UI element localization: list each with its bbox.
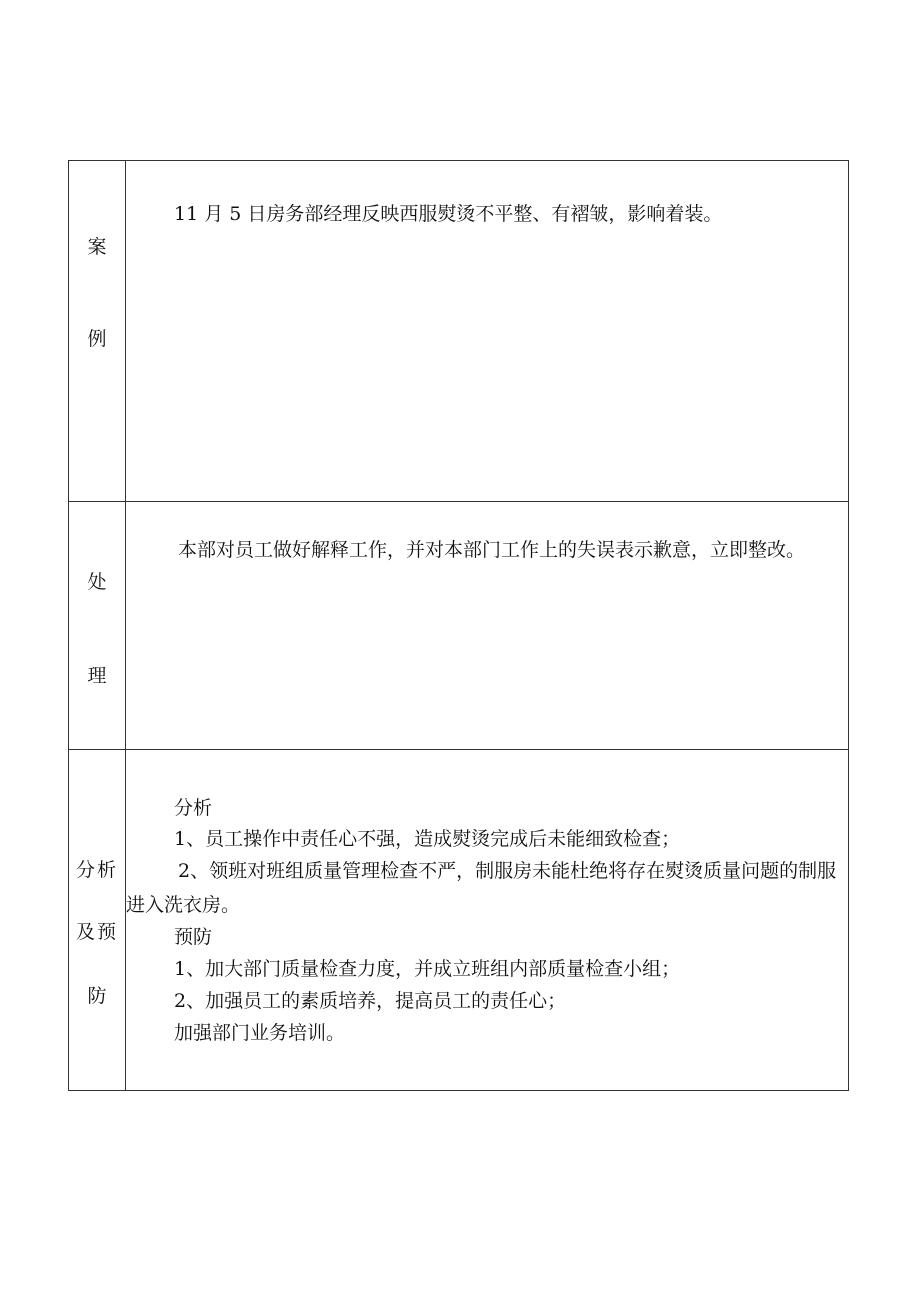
handling-content-cell — [126, 502, 849, 750]
analysis-row — [69, 750, 849, 1091]
handling-label-cell — [69, 502, 126, 750]
handling-row — [69, 502, 849, 750]
analysis-content-cell — [126, 750, 849, 1091]
analysis-item-1: 1、员工操作中责任心不强，造成熨烫完成后未能细致检查； — [174, 828, 681, 850]
analysis-label-line-3: 防 — [87, 985, 107, 1007]
case-label-cell — [69, 161, 126, 502]
prevention-item-1: 1、加大部门质量检查力度，并成立班组内部质量检查小组； — [174, 958, 681, 980]
analysis-item-2: 2、领班对班组质量管理检查不严，制服房未能杜绝将存在熨烫质量问题的制服进入洗衣房。 — [126, 860, 837, 916]
incident-report-table — [68, 160, 849, 1091]
prevention-item-3: 加强部门业务培训。 — [174, 1022, 346, 1044]
case-label-char-1: 案 — [87, 236, 107, 258]
case-content-cell — [126, 161, 849, 502]
handling-label-char-1: 处 — [87, 571, 107, 593]
prevention-heading: 预防 — [174, 926, 213, 948]
analysis-label-line-2: 及预 — [75, 921, 118, 943]
case-row — [69, 161, 849, 502]
case-text: 11 月 5 日房务部经理反映西服熨烫不平整、有褶皱，影响着装。 — [174, 203, 723, 225]
handling-label-char-2: 理 — [87, 665, 107, 687]
analysis-label-line-1: 分析 — [75, 859, 118, 881]
prevention-item-2: 2、加强员工的素质培养，提高员工的责任心； — [174, 990, 567, 1012]
handling-text: 本部对员工做好解释工作，并对本部门工作上的失误表示歉意，立即整改。 — [178, 539, 806, 561]
case-label-char-2: 例 — [87, 328, 107, 350]
analysis-label-cell — [69, 750, 126, 1091]
analysis-heading: 分析 — [174, 797, 213, 819]
